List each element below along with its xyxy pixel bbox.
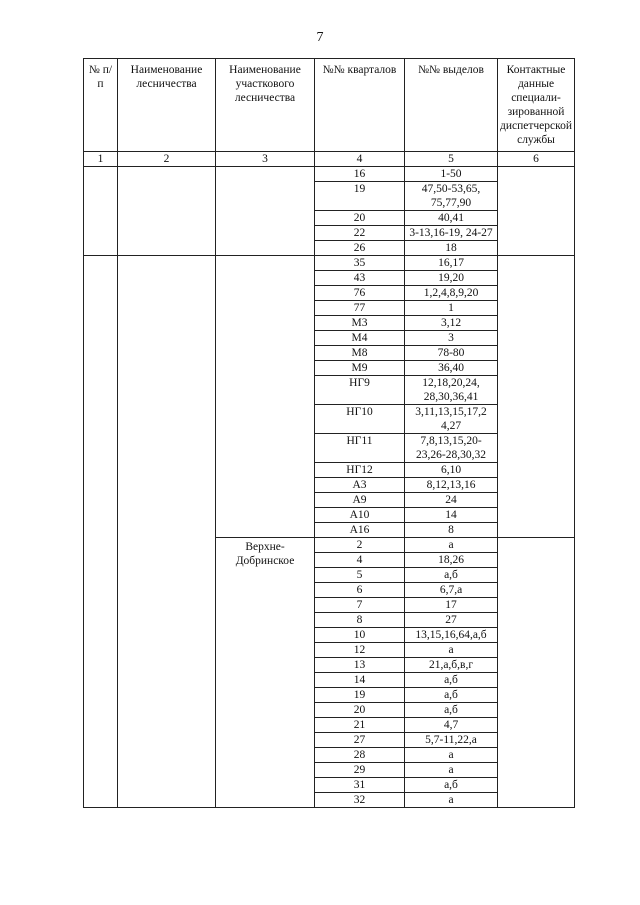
allotment-numbers: 5,7-11,22,а bbox=[405, 733, 498, 748]
column-number: 2 bbox=[118, 152, 216, 167]
table-header-row bbox=[84, 59, 575, 152]
quarter-number: 4 bbox=[315, 553, 405, 568]
allotment-numbers: 14 bbox=[405, 508, 498, 523]
allotment-numbers: 7,8,13,15,20-23,26-28,30,32 bbox=[405, 434, 498, 463]
allotment-numbers: а bbox=[405, 538, 498, 553]
quarter-number: А9 bbox=[315, 493, 405, 508]
quarter-number: 16 bbox=[315, 167, 405, 182]
allotment-numbers: 47,50-53,65, 75,77,90 bbox=[405, 182, 498, 211]
allotment-numbers: 16,17 bbox=[405, 256, 498, 271]
quarter-number: 32 bbox=[315, 793, 405, 808]
header-allotments: №№ выделов bbox=[405, 59, 498, 152]
allotment-numbers: 6,7,а bbox=[405, 583, 498, 598]
allotment-numbers: 6,10 bbox=[405, 463, 498, 478]
allotment-numbers: 8,12,13,16 bbox=[405, 478, 498, 493]
column-number: 3 bbox=[216, 152, 315, 167]
quarter-number: 6 bbox=[315, 583, 405, 598]
column-number: 5 bbox=[405, 152, 498, 167]
quarter-number: НГ11 bbox=[315, 434, 405, 463]
district-name: Верхне-Добринское bbox=[216, 538, 315, 808]
quarter-number: 31 bbox=[315, 778, 405, 793]
quarter-number: 43 bbox=[315, 271, 405, 286]
num-cell bbox=[84, 256, 118, 808]
column-number: 6 bbox=[498, 152, 575, 167]
header-forestry: Наименование лесничества bbox=[118, 59, 216, 152]
quarter-number: А16 bbox=[315, 523, 405, 538]
quarter-number: 27 bbox=[315, 733, 405, 748]
header-quarters: №№ кварталов bbox=[315, 59, 405, 152]
allotment-numbers: 17 bbox=[405, 598, 498, 613]
quarter-number: 77 bbox=[315, 301, 405, 316]
column-number-row bbox=[84, 152, 575, 167]
allotment-numbers: а bbox=[405, 763, 498, 778]
quarter-number: А10 bbox=[315, 508, 405, 523]
contact-cell bbox=[498, 167, 575, 256]
allotment-numbers: а,б bbox=[405, 703, 498, 718]
quarter-number: М3 bbox=[315, 316, 405, 331]
quarter-number: 2 bbox=[315, 538, 405, 553]
quarter-number: М8 bbox=[315, 346, 405, 361]
header-contacts: Контактные данные специали-зированной диспетчерской службы bbox=[498, 59, 575, 152]
allotment-numbers: 3,11,13,15,17,2 4,27 bbox=[405, 405, 498, 434]
quarter-number: 76 bbox=[315, 286, 405, 301]
quarter-number: А3 bbox=[315, 478, 405, 493]
forest-plots-table bbox=[83, 58, 575, 808]
header-district-forestry: Наименование участкового лесничества bbox=[216, 59, 315, 152]
quarter-number: М9 bbox=[315, 361, 405, 376]
allotment-numbers: 27 bbox=[405, 613, 498, 628]
quarter-number: 19 bbox=[315, 688, 405, 703]
quarter-number: НГ9 bbox=[315, 376, 405, 405]
quarter-number: 28 bbox=[315, 748, 405, 763]
district-cell bbox=[216, 167, 315, 256]
allotment-numbers: 21,а,б,в,г bbox=[405, 658, 498, 673]
forestry-cell bbox=[118, 256, 216, 808]
column-number: 1 bbox=[84, 152, 118, 167]
quarter-number: 26 bbox=[315, 241, 405, 256]
allotment-numbers: 3-13,16-19, 24-27 bbox=[405, 226, 498, 241]
quarter-number: 21 bbox=[315, 718, 405, 733]
allotment-numbers: а bbox=[405, 748, 498, 763]
allotment-numbers: 24 bbox=[405, 493, 498, 508]
quarter-number: 35 bbox=[315, 256, 405, 271]
quarter-number: 5 bbox=[315, 568, 405, 583]
allotment-numbers: а,б bbox=[405, 778, 498, 793]
allotment-numbers: 12,18,20,24, 28,30,36,41 bbox=[405, 376, 498, 405]
quarter-number: 20 bbox=[315, 211, 405, 226]
allotment-numbers: 3 bbox=[405, 331, 498, 346]
allotment-numbers: 8 bbox=[405, 523, 498, 538]
allotment-numbers: а,б bbox=[405, 688, 498, 703]
allotment-numbers: 4,7 bbox=[405, 718, 498, 733]
quarter-number: 10 bbox=[315, 628, 405, 643]
allotment-numbers: 40,41 bbox=[405, 211, 498, 226]
quarter-number: 12 bbox=[315, 643, 405, 658]
quarter-number: 7 bbox=[315, 598, 405, 613]
page-number: 7 bbox=[316, 30, 324, 45]
allotment-numbers: 1,2,4,8,9,20 bbox=[405, 286, 498, 301]
forestry-cell bbox=[118, 167, 216, 256]
column-number: 4 bbox=[315, 152, 405, 167]
allotment-numbers: а,б bbox=[405, 568, 498, 583]
quarter-number: 19 bbox=[315, 182, 405, 211]
allotment-numbers: 1 bbox=[405, 301, 498, 316]
quarter-number: 22 bbox=[315, 226, 405, 241]
quarter-number: 13 bbox=[315, 658, 405, 673]
quarter-number: М4 bbox=[315, 331, 405, 346]
contact-cell bbox=[498, 256, 575, 538]
table-row bbox=[84, 167, 575, 182]
quarter-number: НГ12 bbox=[315, 463, 405, 478]
allotment-numbers: 36,40 bbox=[405, 361, 498, 376]
allotment-numbers: 18 bbox=[405, 241, 498, 256]
table-row bbox=[84, 256, 575, 271]
quarter-number: 8 bbox=[315, 613, 405, 628]
num-cell bbox=[84, 167, 118, 256]
quarter-number: 20 bbox=[315, 703, 405, 718]
allotment-numbers: а bbox=[405, 793, 498, 808]
allotment-numbers: 18,26 bbox=[405, 553, 498, 568]
contact-cell bbox=[498, 538, 575, 808]
district-cell bbox=[216, 256, 315, 538]
allotment-numbers: 78-80 bbox=[405, 346, 498, 361]
allotment-numbers: а,б bbox=[405, 673, 498, 688]
allotment-numbers: 19,20 bbox=[405, 271, 498, 286]
allotment-numbers: 1-50 bbox=[405, 167, 498, 182]
quarter-number: НГ10 bbox=[315, 405, 405, 434]
allotment-numbers: 3,12 bbox=[405, 316, 498, 331]
allotment-numbers: а bbox=[405, 643, 498, 658]
quarter-number: 14 bbox=[315, 673, 405, 688]
allotment-numbers: 13,15,16,64,а,б bbox=[405, 628, 498, 643]
header-num: № п/п bbox=[84, 59, 118, 152]
quarter-number: 29 bbox=[315, 763, 405, 778]
